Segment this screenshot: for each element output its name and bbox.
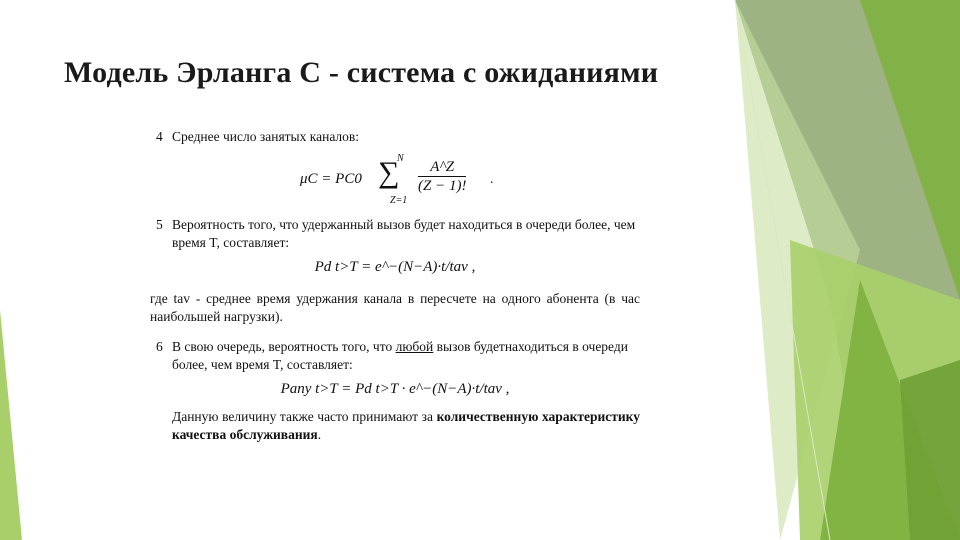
- item-4: [150, 128, 640, 146]
- formula-lhs: μC = PC0: [300, 171, 362, 187]
- closing-bold-text: количественную характеристику качества обслуживания: [172, 409, 640, 442]
- formula-delay-probability: Pd t>T = e^−(N−A)·t/tav ,: [314, 259, 476, 275]
- item-text-after: вызов будетнаходиться в очереди более, чем время T, составляет:: [172, 339, 628, 372]
- formula-fraction: [418, 158, 466, 195]
- item-5-note: где tav - среднее время удержания канала в пересчете на одного абонента (в час наибольшей нагрузки).: [150, 291, 640, 324]
- item-text: Среднее число занятых каналов:: [172, 129, 360, 144]
- item-5: [150, 216, 640, 252]
- fraction-numerator: A^Z: [418, 158, 466, 177]
- item-number: 6: [156, 339, 163, 354]
- sum-lower-limit: Z=1: [390, 195, 408, 206]
- item-6: [150, 338, 640, 374]
- slide-content: [150, 128, 640, 444]
- fraction-denominator: (Z − 1)!: [418, 178, 467, 194]
- sum-upper-limit: N: [397, 153, 404, 164]
- closing-plain-text: Данную величину также часто принимают за: [172, 409, 437, 424]
- formula-end: .: [490, 171, 494, 186]
- sum-sign: ∑: [378, 156, 400, 189]
- item-number: 4: [156, 129, 163, 144]
- item-text-underlined: любой: [395, 339, 434, 354]
- item-text-before: В свою очередь, вероятность того, что: [172, 339, 396, 354]
- slide-title: Модель Эрланга С - система с ожиданиями: [64, 56, 659, 89]
- closing-paragraph: [150, 408, 640, 444]
- item-number: 5: [156, 217, 163, 232]
- formula-avg-busy-channels: [150, 150, 640, 208]
- item-text: Вероятность того, что удержанный вызов будет находиться в очереди более, чем время T, составляет:: [172, 217, 636, 250]
- closing-end: .: [317, 427, 322, 442]
- formula-any-call-probability: Pany t>T = Pd t>T · e^−(N−A)·t/tav ,: [280, 381, 510, 397]
